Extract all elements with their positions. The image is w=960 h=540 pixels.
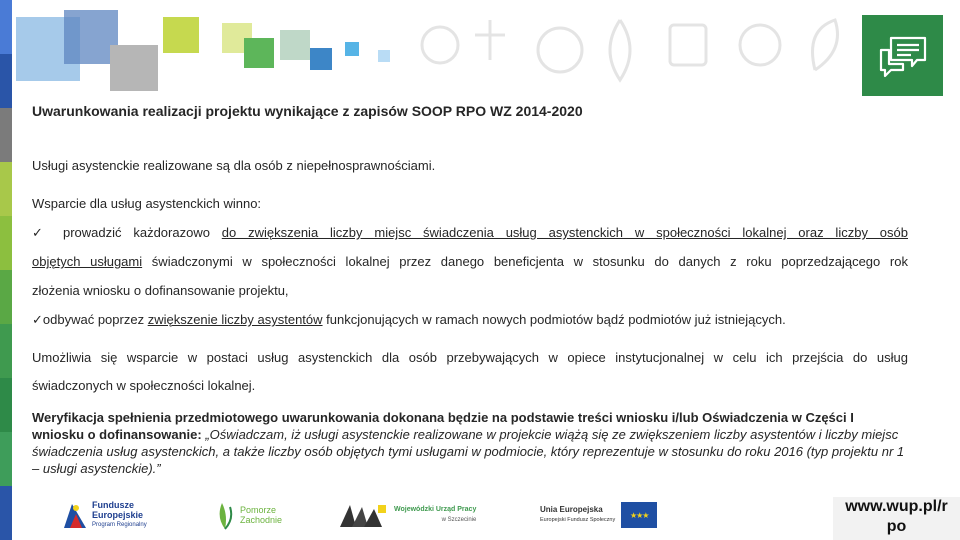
verification-italic-quote: „Oświadczam, iż usługi asystenckie realizowane w projekcie wiążą się ze zwiększeniem liczby asystentów i liczby miejsc świadczenia usług asystenckich, a także liczby osób objętych tymi usługami w podmiocie, który reprezentuje w stosunku do roku 2016 (typ projektu nr 1 – usługi asystenckie).” xyxy=(32,427,905,476)
bullet-2-rest: funkcjonujących w ramach nowych podmiotów bądź podmiotów już istniejących. xyxy=(322,312,786,327)
logo-wup-szczecin xyxy=(338,495,476,535)
decor-square xyxy=(110,45,158,91)
logo-1-line-2: Europejskie xyxy=(92,510,144,520)
wup-logo-icon xyxy=(338,501,388,529)
decor-square xyxy=(280,30,310,60)
website-url[interactable] xyxy=(833,497,960,540)
left-color-bar xyxy=(0,0,12,540)
logo-3-line-2: w Szczecinie xyxy=(441,517,477,523)
pomorze-logo-icon xyxy=(214,499,236,531)
bullet-2-underlined: zwiększenie liczby asystentów xyxy=(147,312,323,327)
bullet-2-pre: odbywać poprzez xyxy=(42,312,148,327)
bar-segment xyxy=(0,270,12,324)
logo-1-line-3: Program Regionalny xyxy=(92,522,147,528)
checkmark-icon: ✓ xyxy=(32,312,43,327)
paragraph-support-intro: Wsparcie dla usług asystenckich winno: xyxy=(32,196,262,211)
bullet-1-line-2-underlined: objętych usługami xyxy=(32,254,143,269)
paragraph-target-group: Usługi asystenckie realizowane są dla osób z niepełnosprawnościami. xyxy=(32,158,436,173)
logo-4-line-2: Europejski Fundusz Społeczny xyxy=(540,517,616,523)
fe-logo-icon xyxy=(62,500,88,530)
paragraph-institutional-line-2: świadczonych w społeczności lokalnej. xyxy=(32,378,256,393)
logo-2-line-1: Pomorze xyxy=(240,505,277,515)
bar-segment xyxy=(0,432,12,486)
bar-segment xyxy=(0,486,12,540)
paragraph-institutional-line-1: Umożliwia się wsparcie w postaci usług asystenckich dla osób przebywających w opiece instytucjonalnej w celu ich przejścia do usług xyxy=(32,350,908,365)
decor-square xyxy=(163,17,199,53)
decor-square xyxy=(345,42,359,56)
bullet-1-line-3: złożenia wniosku o dofinansowanie projektu, xyxy=(32,283,289,298)
logo-2-line-2: Zachodnie xyxy=(240,515,283,525)
url-line-2: po xyxy=(886,518,907,535)
bullet-1-pre: prowadzić każdorazowo xyxy=(51,225,222,240)
eu-flag-icon: ★★★ xyxy=(621,502,657,528)
decor-square xyxy=(244,38,274,68)
bullet-2 xyxy=(32,312,786,328)
chat-icon-box xyxy=(862,15,943,96)
bar-segment xyxy=(0,378,12,432)
logo-1-line-1: Fundusze xyxy=(92,500,134,510)
bar-segment xyxy=(0,108,12,162)
decor-square xyxy=(310,48,332,70)
logo-unia-europejska xyxy=(540,495,657,535)
logo-fundusze-europejskie xyxy=(62,495,147,535)
checkmark-icon: ✓ xyxy=(32,225,52,240)
faint-pictograms-icon xyxy=(420,0,850,110)
verification-bold: Weryfikacja spełnienia przedmiotowego uwarunkowania dokonana będzie na podstawie treści wniosku i/lub Oświadczenia w Części I wniosku o dofinansowanie: xyxy=(32,410,854,442)
bullet-1-line-1 xyxy=(32,225,908,241)
bullet-1-line-2 xyxy=(32,254,908,269)
background-icons xyxy=(420,0,850,110)
bar-segment xyxy=(0,0,12,54)
logo-3-line-1: Wojewódzki Urząd Pracy xyxy=(394,506,477,513)
bar-segment xyxy=(0,216,12,270)
bar-segment xyxy=(0,324,12,378)
decor-square xyxy=(378,50,390,62)
verification-paragraph xyxy=(32,409,908,477)
page-title: Uwarunkowania realizacji projektu wynikające z zapisów SOOP RPO WZ 2014-2020 xyxy=(32,103,583,119)
chat-bubbles-icon xyxy=(877,34,929,78)
bar-segment xyxy=(0,54,12,108)
bar-segment xyxy=(0,162,12,216)
url-line-1: www.wup.pl/r xyxy=(845,498,948,515)
logo-pomorze-zachodnie xyxy=(214,495,282,535)
logo-4-line-1: Unia Europejska xyxy=(540,505,603,514)
bullet-1-underlined: do zwiększenia liczby miejsc świadczenia usług asystenckich w społeczności lokalnej oraz liczby osób xyxy=(221,225,908,240)
bullet-1-line-2-rest: świadczonymi w społeczności lokalnej przez danego beneficjenta w stosunku do danych z roku poprzedzającego rok xyxy=(142,254,908,269)
